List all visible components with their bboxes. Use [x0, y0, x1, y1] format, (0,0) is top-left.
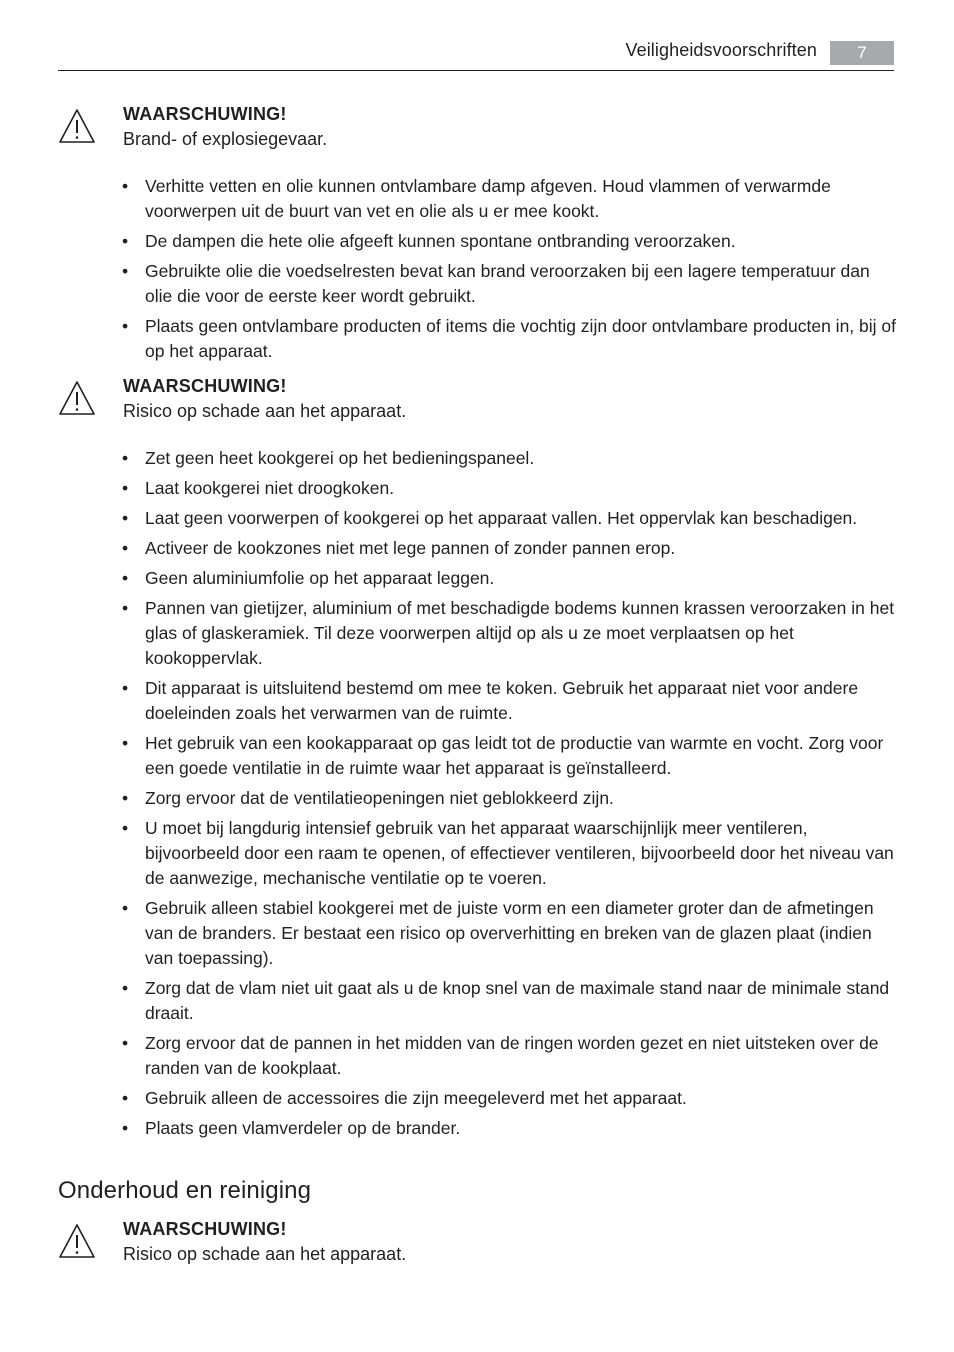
warning-triangle-icon [58, 1223, 96, 1259]
warning-triangle-icon [58, 108, 96, 144]
warning-title: WAARSCHUWING! [123, 1219, 287, 1239]
bullet-list-fire [115, 174, 896, 369]
warning-title: WAARSCHUWING! [123, 104, 287, 124]
list-item: • Zorg dat de vlam niet uit gaat als u de knop snel van de maximale stand naar de minimale stand draait. [122, 978, 890, 1023]
list-item: • Laat geen voorwerpen of kookgerei op het apparaat vallen. Het oppervlak kan beschadigen. [122, 508, 858, 528]
list-item: • Plaats geen vlamverdeler op de brander. [122, 1118, 461, 1138]
warning-text: Brand- of explosiegevaar. [123, 129, 328, 149]
list-item: • Activeer de kookzones niet met lege pannen of zonder pannen erop. [122, 538, 676, 558]
warning-text: Risico op schade aan het apparaat. [123, 1244, 407, 1264]
section-title: Onderhoud en reiniging [58, 1177, 312, 1204]
list-item: • De dampen die hete olie afgeeft kunnen spontane ontbranding veroorzaken. [122, 231, 736, 251]
list-item: • Dit apparaat is uitsluitend bestemd om mee te koken. Gebruik het apparaat niet voor andere doeleinden zoals het verwarmen van de ruimte. [122, 678, 859, 723]
list-item: • Zorg ervoor dat de pannen in het midden van de ringen worden gezet en niet uitsteken over de randen van de kookplaat. [122, 1033, 879, 1078]
list-item: • Geen aluminiumfolie op het apparaat leggen. [122, 568, 495, 588]
list-item: • Gebruikte olie die voedselresten bevat kan brand veroorzaken bij een lagere temperatuur dan olie die voor de eerste keer wordt gebruikt. [122, 261, 870, 306]
page-header [58, 38, 894, 71]
list-item: • Zorg ervoor dat de ventilatieopeningen niet geblokkeerd zijn. [122, 788, 614, 808]
list-item: • Zet geen heet kookgerei op het bedieningspaneel. [122, 448, 535, 468]
list-item: • Verhitte vetten en olie kunnen ontvlambare damp afgeven. Houd vlammen of verwarmde voorwerpen uit de buurt van vet en olie als u er mee kookt. [122, 176, 831, 221]
header-title: Veiligheidsvoorschriften [625, 40, 817, 60]
list-item: • U moet bij langdurig intensief gebruik van het apparaat waarschijnlijk meer ventileren, bijvoorbeeld door een raam te openen, of effectiever ventileren, bijvoorbeeld door het niveau van de aanwezige, mechanische ventilatie op te voeren. [122, 818, 894, 888]
list-item: • Plaats geen ontvlambare producten of items die vochtig zijn door ontvlambare producten in, bij of op het apparaat. [122, 316, 896, 361]
list-item: • Gebruik alleen de accessoires die zijn meegeleverd met het apparaat. [122, 1088, 687, 1108]
list-item: • Laat kookgerei niet droogkoken. [122, 478, 395, 498]
warning-title: WAARSCHUWING! [123, 376, 287, 396]
list-item: • Pannen van gietijzer, aluminium of met beschadigde bodems kunnen krassen veroorzaken in het glas of glaskeramiek. Til deze voorwerpen altijd op als u ze moet verplaatsen op het kookoppervlak. [122, 598, 895, 668]
warning-triangle-icon [58, 380, 96, 416]
bullet-list-damage [115, 446, 896, 1146]
list-item: • Het gebruik van een kookapparaat op gas leidt tot de productie van warmte en vocht. Zorg voor een goede ventilatie in de ruimte waar het apparaat is geïnstalleerd. [122, 733, 884, 778]
list-item: • Gebruik alleen stabiel kookgerei met de juiste vorm en een diameter groter dan de afmetingen van de branders. Er bestaat een risico op oververhitting en breken van de glazen plaat (indien van toepassing). [122, 898, 874, 968]
warning-text: Risico op schade aan het apparaat. [123, 401, 407, 421]
page-number-badge: 7 [830, 41, 894, 65]
